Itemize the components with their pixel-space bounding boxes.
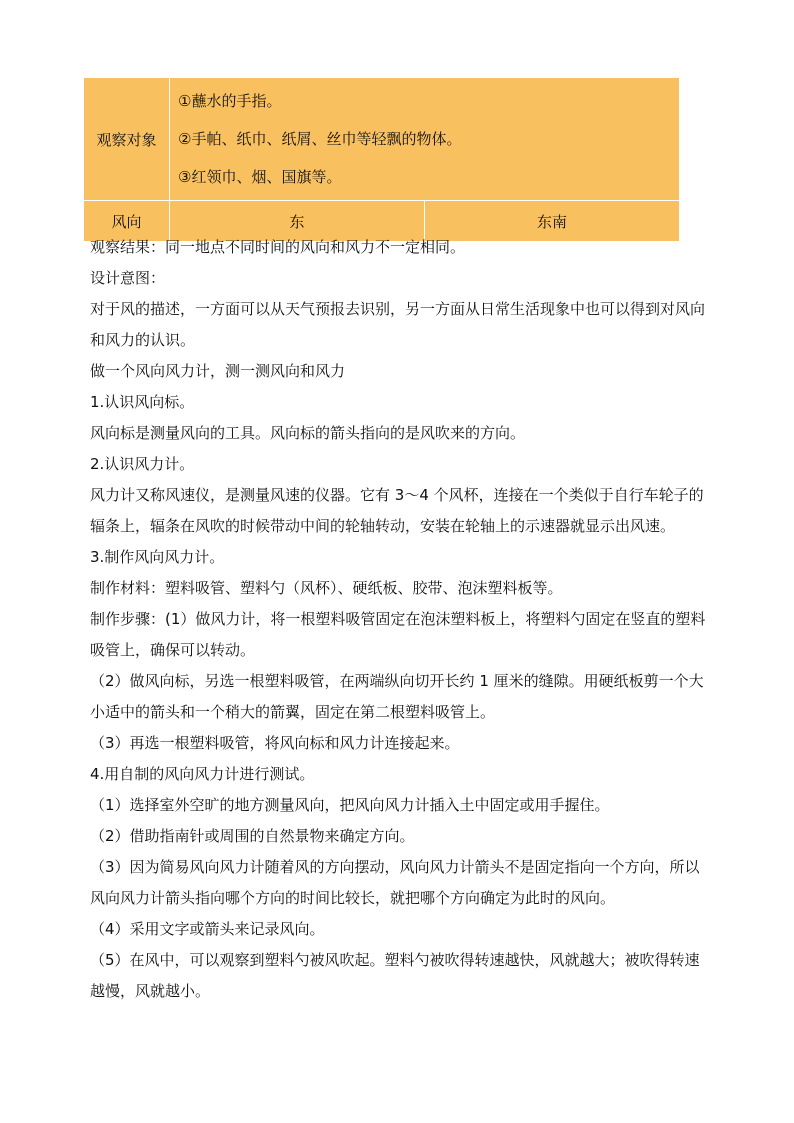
section-heading-4: 4.用自制的风向风力计进行测试。 [90, 765, 315, 783]
observation-item: ③红领巾、烟、国旗等。 [178, 168, 342, 186]
test-step-paragraph: （3）因为简易风向风力计随着风的方向摆动，风向风力计箭头不是固定指向一个方向，所以风向风力计箭头指向哪个方向的时间比较长，就把哪个方向确定为此时的风向。 [90, 858, 700, 907]
test-step-paragraph: （2）借助指南针或周围的自然景物来确定方向。 [90, 827, 415, 845]
observation-result: 观察结果：同一地点不同时间的风向和风力不一定相同。 [90, 238, 466, 256]
observation-item: ①蘸水的手指。 [178, 92, 282, 110]
section-heading-3: 3.制作风向风力计。 [90, 548, 225, 566]
materials-paragraph: 制作材料：塑料吸管、塑料勺（风杯）、硬纸板、胶带、泡沫塑料板等。 [90, 579, 563, 597]
body-text [90, 232, 706, 1007]
step-paragraph: 制作步骤：(1）做风力计，将一根塑料吸管固定在泡沫塑料板上，将塑料勺固定在竖直的塑料吸管上，确保可以转动。 [90, 610, 706, 659]
wind-direction-value-1: 东 [170, 201, 425, 242]
test-step-paragraph: （1）选择室外空旷的地方测量风向，把风向风力计插入土中固定或用手握住。 [90, 796, 610, 814]
section-heading-1: 1.认识风向标。 [90, 393, 195, 411]
design-intent-text: 对于风的描述，一方面可以从天气预报去识别，另一方面从日常生活现象中也可以得到对风向和风力的认识。 [90, 300, 706, 349]
observation-object-list [170, 78, 680, 201]
paragraph: 风向标是测量风向的工具。风向标的箭头指向的是风吹来的方向。 [90, 424, 526, 442]
test-step-paragraph: （5）在风中，可以观察到塑料勺被风吹起。塑料勺被吹得转速越快，风就越大；被吹得转速越慢，风就越小。 [90, 951, 700, 1000]
section-heading-2: 2.认识风力计。 [90, 455, 195, 473]
wind-direction-header: 风向 [84, 201, 170, 242]
activity-title: 做一个风向风力计，测一测风向和风力 [90, 362, 346, 380]
test-step-paragraph: （4）采用文字或箭头来记录风向。 [90, 920, 325, 938]
step-paragraph: （2）做风向标，另选一根塑料吸管，在两端纵向切开长约 1 厘米的缝隙。用硬纸板剪一个大小适中的箭头和一个稍大的箭翼，固定在第二根塑料吸管上。 [90, 672, 704, 721]
step-paragraph: （3）再选一根塑料吸管，将风向标和风力计连接起来。 [90, 734, 460, 752]
wind-direction-value-2: 东南 [425, 201, 680, 242]
observation-item: ②手帕、纸巾、纸屑、丝巾等轻飘的物体。 [178, 130, 462, 148]
observation-row [84, 78, 680, 201]
observation-table [83, 77, 680, 242]
paragraph: 风力计又称风速仪，是测量风速的仪器。它有 3～4 个风杯，连接在一个类似于自行车轮子的辐条上，辐条在风吹的时候带动中间的轮轴转动，安装在轮轴上的示速器就显示出风速。 [90, 486, 704, 535]
design-intent-heading: 设计意图： [90, 269, 166, 287]
observation-object-header: 观察对象 [84, 78, 170, 201]
